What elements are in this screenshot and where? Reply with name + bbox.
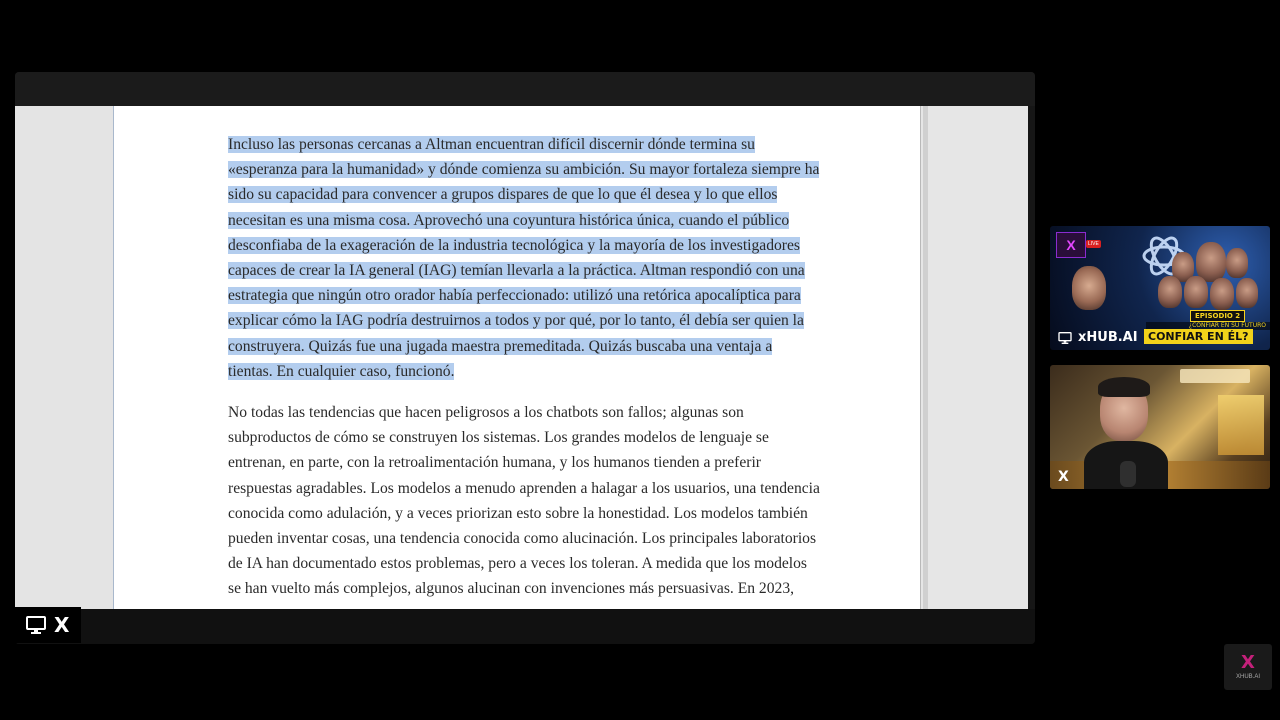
document-paragraph xyxy=(228,400,868,602)
thumbnail-brand xyxy=(1058,330,1138,345)
text-line xyxy=(228,576,868,601)
line-text: No todas las tendencias que hacen peligrosos a los chatbots son fallos; algunas son xyxy=(228,404,744,422)
text-line xyxy=(228,208,868,233)
webcam-x-logo: X xyxy=(1058,469,1069,485)
monitor-icon[interactable] xyxy=(26,616,46,634)
text-line xyxy=(228,425,868,450)
line-text: subproductos de cómo se construyen los sistemas. Los grandes modelos de lenguaje se xyxy=(228,429,769,447)
guest-face xyxy=(1226,248,1248,278)
selected-text: capaces de crear la IA general (IAG) temían llevarla a la práctica. Altman respondió con una xyxy=(228,262,805,280)
document-text xyxy=(228,132,868,609)
thumbnail-caption: ¿CONFIAR EN SU FUTURO xyxy=(1146,322,1270,330)
text-line xyxy=(228,132,868,157)
share-controls xyxy=(15,607,81,643)
document-paragraph xyxy=(228,132,868,384)
line-text: conocida como adulación, y a veces priorizan esto sobre la honestidad. Los modelos también xyxy=(228,504,808,522)
guest-face xyxy=(1158,276,1182,308)
text-line xyxy=(228,501,868,526)
selected-text: construyera. Quizás fue una jugada maestra premeditada. Quizás buscaba una ventaja a xyxy=(228,337,773,355)
microphone xyxy=(1120,461,1136,487)
thumbnail-x-logo: X xyxy=(1056,232,1086,258)
live-badge: LIVE xyxy=(1088,241,1099,247)
selected-text: necesitan es una misma cosa. Aprovechó una coyuntura histórica única, cuando el público xyxy=(228,211,790,229)
room-ceiling-light xyxy=(1180,369,1250,383)
guest-face xyxy=(1184,276,1208,308)
line-text: respuestas agradables. Los modelos a menudo aprenden a halagar a los usuarios, una tendencia xyxy=(228,479,820,497)
episode-badge: EPISODIO 2 xyxy=(1190,310,1245,322)
host-face xyxy=(1072,266,1106,310)
xhub-text: XHUB.AI xyxy=(1235,674,1260,680)
text-line xyxy=(228,359,868,384)
shared-screen-window xyxy=(15,72,1035,644)
share-window-bottombar xyxy=(15,609,1035,644)
text-line xyxy=(228,450,868,475)
text-line xyxy=(228,233,868,258)
document-page xyxy=(113,106,921,609)
presenter-hair xyxy=(1098,377,1150,397)
text-line xyxy=(228,476,868,501)
line-text: entrenan, en parte, con la retroalimentación humana, y los humanos tienden a preferir xyxy=(228,454,762,472)
text-line xyxy=(228,551,868,576)
webcam-feed xyxy=(1050,365,1270,489)
share-window-topbar xyxy=(15,72,1035,106)
text-line xyxy=(228,258,868,283)
text-line xyxy=(228,283,868,308)
xhub-mark: X xyxy=(1241,652,1255,673)
guest-face xyxy=(1236,278,1258,308)
selected-text: explicar cómo la IAG podría destruirnos a todos y por qué, por lo tanto, él debía ser quien la xyxy=(228,312,804,330)
line-text: se han vuelto más complejos, algunos alucinan con invenciones más persuasivas. En 2023, xyxy=(228,580,795,598)
text-line xyxy=(228,157,868,182)
brand-name: xHUB.AI xyxy=(1078,330,1138,345)
text-line xyxy=(228,400,868,425)
line-text: de IA han documentado estos problemas, pero a veces los toleran. A medida que los modelos xyxy=(228,555,807,573)
text-line xyxy=(228,526,868,551)
monitor-icon xyxy=(1058,332,1072,344)
episode-thumbnail[interactable] xyxy=(1050,226,1270,350)
xhub-corner-logo xyxy=(1224,644,1272,690)
document-viewer xyxy=(15,106,1028,609)
selected-text: desconfiaba de la exageración de la industria tecnológica y la mayoría de los investigadores xyxy=(228,236,800,254)
presenter xyxy=(1092,381,1154,489)
room-window xyxy=(1218,395,1264,455)
text-line xyxy=(228,182,868,207)
thumbnail-cta: CONFIAR EN ÉL? xyxy=(1144,329,1253,344)
guest-face xyxy=(1210,278,1234,310)
selected-text: tientas. En cualquier caso, funcionó. xyxy=(228,362,455,380)
x-brand-logo: X xyxy=(54,613,70,637)
text-line xyxy=(228,334,868,359)
text-line xyxy=(228,308,868,333)
line-text: pueden inventar cosas, una tendencia conocida como alucinación. Los principales laboratorios xyxy=(228,530,817,548)
viewer-scrollbar[interactable] xyxy=(920,106,1028,609)
selected-text: sido su capacidad para convencer a grupos dispares de que lo que él desea y lo que ellos xyxy=(228,186,778,204)
selected-text: estrategia que ningún otro orador había perfeccionado: utilizó una retórica apocalíptica para xyxy=(228,287,801,305)
selected-text: Incluso las personas cercanas a Altman encuentran difícil discernir dónde termina su xyxy=(228,136,755,153)
selected-text: «esperanza para la humanidad» y dónde comienza su ambición. Su mayor fortaleza siempre ha xyxy=(228,161,820,179)
